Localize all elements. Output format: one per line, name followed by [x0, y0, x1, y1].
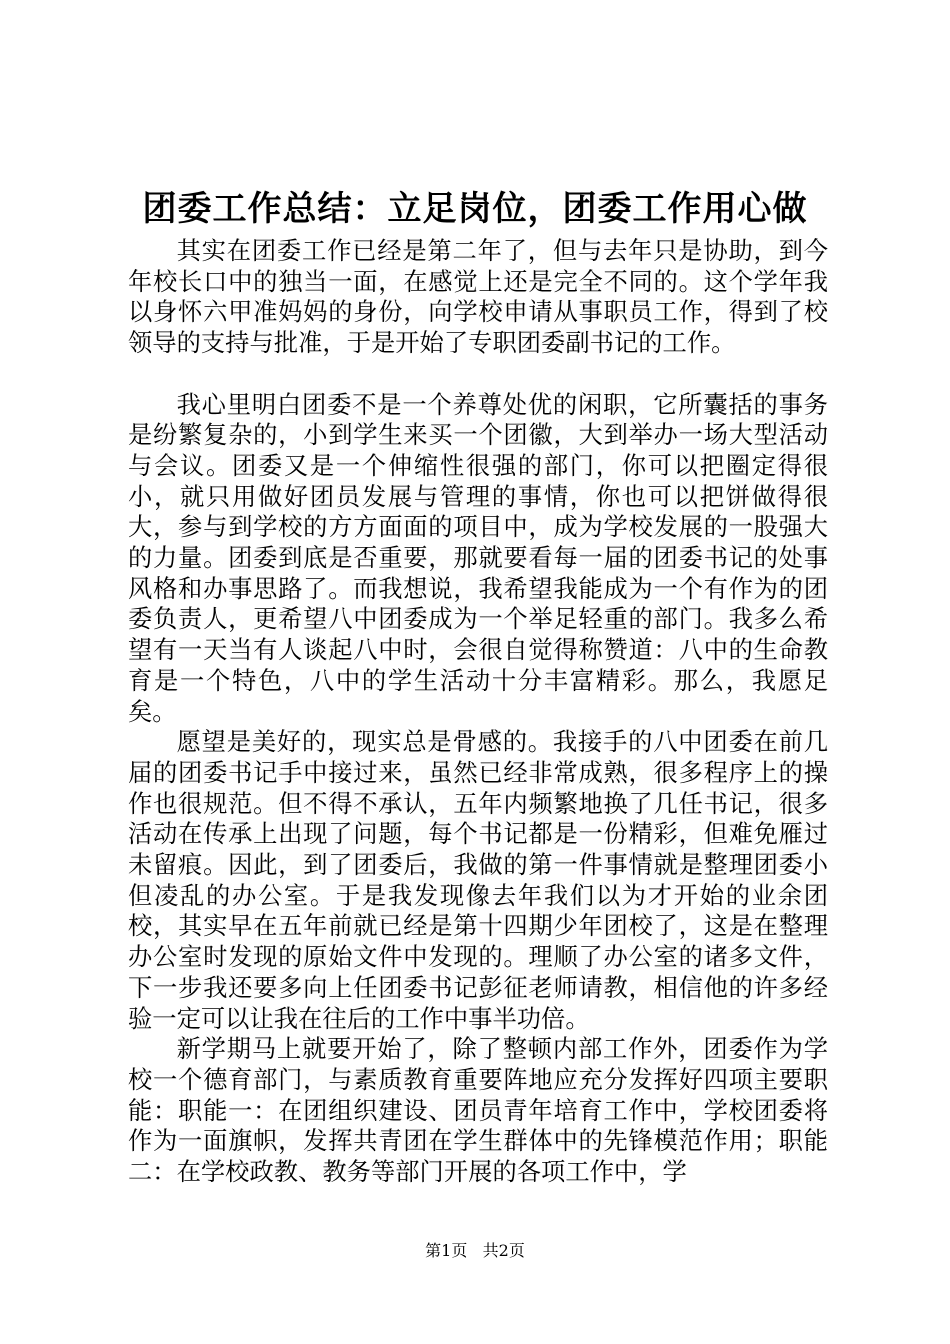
- paragraph: 我心里明白团委不是一个养尊处优的闲职，它所囊括的事务是纷繁复杂的，小到学生来买一个团徽，大到举办一场大型活动与会议。团委又是一个伸缩性很强的部门，你可以把圈定得很小，就只用做好团员发展与管理的事情，你也可以把饼做得很大，参与到学校的方方面面的项目中，成为学校发展的一股强大的力量。团委到底是否重要，那就要看每一届的团委书记的处事风格和办事思路了。而我想说，我希望我能成为一个有作为的团委负责人，更希望八中团委成为一个举足轻重的部门。我多么希望有一天当有人谈起八中时，会很自觉得称赞道：八中的生命教育是一个特色，八中的学生活动十分丰富精彩。那么，我愿足矣。: [128, 389, 828, 726]
- document-title: 团委工作总结：立足岗位，团委工作用心做: [142, 189, 808, 229]
- page-total: 共2页: [482, 1241, 525, 1260]
- paragraph: 愿望是美好的，现实总是骨感的。我接手的八中团委在前几届的团委书记手中接过来，虽然已经非常成熟，很多程序上的操作也很规范。但不得不承认，五年内频繁地换了几任书记，很多活动在传承上出现了问题，每个书记都是一份精彩，但难免雁过未留痕。因此，到了团委后，我做的第一件事情就是整理团委小但凌乱的办公室。于是我发现像去年我们以为才开始的业余团校，其实早在五年前就已经是第十四期少年团校了，这是在整理办公室时发现的原始文件中发现的。理顺了办公室的诸多文件，下一步我还要多向上任团委书记彭征老师请教，相信他的许多经验一定可以让我在往后的工作中事半功倍。: [128, 727, 828, 1033]
- paragraph: 新学期马上就要开始了，除了整顿内部工作外，团委作为学校一个德育部门，与素质教育重要阵地应充分发挥好四项主要职能：职能一：在团组织建设、团员青年培育工作中，学校团委将作为一面旗帜，发挥共青团在学生群体中的先锋模范作用；职能二：在学校政教、教务等部门开展的各项工作中，学: [128, 1034, 828, 1187]
- paragraph: 其实在团委工作已经是第二年了，但与去年只是协助，到今年校长口中的独当一面，在感觉上还是完全不同的。这个学年我以身怀六甲准妈妈的身份，向学校申请从事职员工作，得到了校领导的支持与批准，于是开始了专职团委副书记的工作。: [128, 236, 828, 358]
- page-number: 第1页: [425, 1241, 468, 1260]
- document-body: [128, 236, 828, 1188]
- page-footer: [0, 1240, 950, 1262]
- paragraph-spacer: [128, 359, 828, 390]
